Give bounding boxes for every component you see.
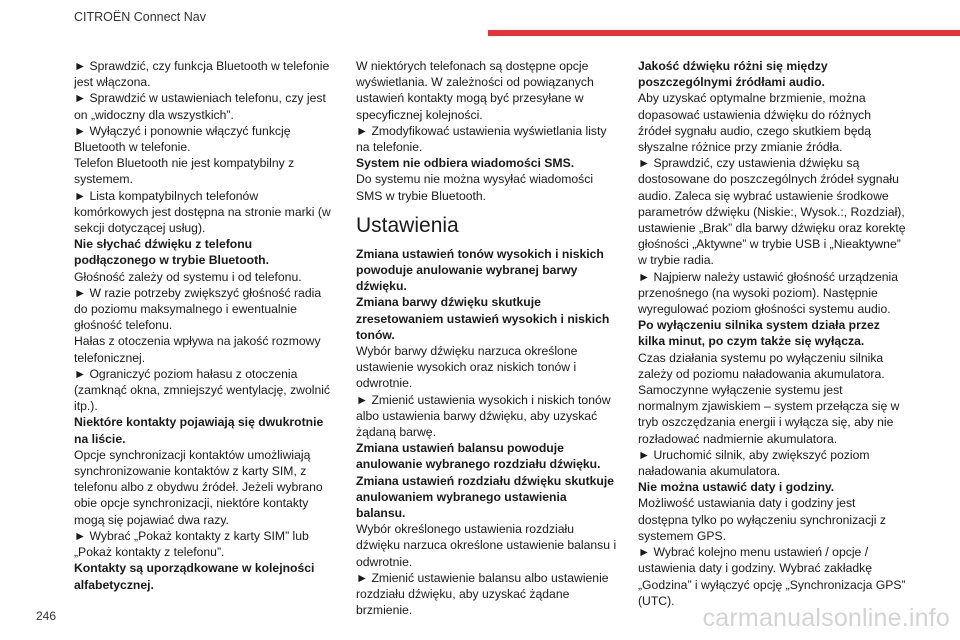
column-2 <box>356 58 618 619</box>
bold-heading-paragraph: Jakość dźwięku różni się między poszczególnymi źródłami audio. <box>638 59 828 90</box>
text-paragraph: ► Zmodyfikować ustawienia wyświetlania listy na telefonie. <box>356 123 607 155</box>
text-paragraph: Czas działania systemu po wyłączeniu silnika zależy od poziomu naładowania akumulatora. <box>638 350 885 381</box>
column-1 <box>74 58 336 593</box>
text-paragraph: Do systemu nie można wysyłać wiadomości SMS w trybie Bluetooth. <box>356 172 594 203</box>
text-paragraph: ► Sprawdzić, czy ustawienia dźwięku są dostosowane do poszczególnych źródeł sygnału audio. Zaleca się wybrać ustawienie środkowe parametrów dźwięku (Niskie:, Wysok.:, Rozdział), ustawienie „Brak” dla barwy dźwięku oraz korektę głośności „Aktywne” w trybie USB i „Nieaktywne” w trybie radia. <box>638 156 906 268</box>
bold-heading-paragraph: Nie można ustawić daty i godziny. <box>638 480 835 495</box>
text-paragraph: Możliwość ustawiania daty i godziny jest dostępna tylko po wyłączeniu synchronizacji z systemem GPS. <box>638 496 886 543</box>
text-paragraph: Samoczynne wyłączenie systemu jest normalnym zjawiskiem – system przełącza się w tryb oszczędzania energii i wyłącza się, aby nie rozładować nadmiernie akumulatora. <box>638 383 900 446</box>
text-paragraph: ► Zmienić ustawienia wysokich i niskich tonów albo ustawienia barwy dźwięku, aby uzyskać żądaną barwę. <box>356 392 611 440</box>
text-paragraph: ► Sprawdzić, czy funkcja Bluetooth w telefonie jest włączona. <box>74 59 330 90</box>
text-paragraph: Głośność zależy od systemu i od telefonu. <box>74 269 302 284</box>
text-paragraph: Wybór barwy dźwięku narzuca określone ustawienie wysokich oraz niskich tonów i odwrotnie. <box>356 344 578 391</box>
text-paragraph: ► W razie potrzeby zwiększyć głośność radia do poziomu maksymalnego i ewentualnie głośność telefonu. <box>74 285 322 333</box>
watermark: carmanualsonline.info <box>702 604 950 632</box>
column-2-bottom <box>356 246 618 619</box>
text-paragraph: ► Wybrać „Pokaż kontakty z karty SIM” lub „Pokaż kontakty z telefonu”. <box>74 528 309 560</box>
column-2-top <box>356 58 618 204</box>
text-paragraph: Opcje synchronizacji kontaktów umożliwiają synchronizowanie kontaktów z karty SIM, z telefonu albo z obydwu źródeł. Jeżeli wybrano obie opcje synchronizacji, niektóre kontakty mogą się pojawiać dwa razy. <box>74 447 323 527</box>
bold-heading-paragraph: Po wyłączeniu silnika system działa przez kilka minut, po czym także się wyłącza. <box>638 318 880 349</box>
text-paragraph: Telefon Bluetooth nie jest kompatybilny z systemem. <box>74 156 295 187</box>
text-paragraph: Wybór określonego ustawienia rozdziału dźwięku narzuca określone ustawienie balansu i odwrotnie. <box>356 522 617 569</box>
text-paragraph: ► Lista kompatybilnych telefonów komórkowych jest dostępna na stronie marki (w sekcji dotyczącej usług). <box>74 188 331 236</box>
bold-heading-paragraph: Kontakty są uporządkowane w kolejności alfabetycznej. <box>74 561 315 592</box>
page-number: 246 <box>36 609 57 623</box>
bold-heading-paragraph: Zmiana ustawień rozdziału dźwięku skutkuje anulowaniem wybranego ustawienia balansu. <box>356 473 615 521</box>
bold-heading-paragraph: System nie odbiera wiadomości SMS. <box>356 156 575 171</box>
text-paragraph: ► Najpierw należy ustawić głośność urządzenia przenośnego (na wysoki poziom). Następnie wyregulować poziom głośności systemu audio. <box>638 269 898 317</box>
text-paragraph: ► Zmienić ustawienie balansu albo ustawienie rozdziału dźwięku, aby uzyskać żądane brzmienie. <box>356 570 609 618</box>
section-heading: Ustawienia <box>356 213 459 237</box>
text-paragraph: ► Sprawdzić w ustawieniach telefonu, czy jest on „widoczny dla wszystkich”. <box>74 91 326 122</box>
text-paragraph: ► Wybrać kolejno menu ustawień / opcje / ustawienia daty i godziny. Wybrać zakładkę „Godzina” i wyłączyć opcję „Synchronizacja GPS” (UTC). <box>638 545 906 608</box>
bold-heading-paragraph: Zmiana ustawień balansu powoduje anulowanie wybranego rozdziału dźwięku. <box>356 441 601 472</box>
text-paragraph: ► Ograniczyć poziom hałasu z otoczenia (zamknąć okna, zmniejszyć wentylację, zwolnić itp.). <box>74 366 331 414</box>
bold-heading-paragraph: Nie słychać dźwięku z telefonu podłączonego w trybie Bluetooth. <box>74 237 269 268</box>
header-title: CITROËN Connect Nav <box>74 10 206 24</box>
text-paragraph: W niektórych telefonach są dostępne opcje wyświetlania. W zależności od powiązanych ustawień kontakty mogą być przesyłane w specyficznej kolejności. <box>356 59 594 122</box>
text-paragraph: Hałas z otoczenia wpływa na jakość rozmowy telefonicznej. <box>74 334 321 365</box>
bold-heading-paragraph: Zmiana barwy dźwięku skutkuje zresetowaniem ustawień wysokich i niskich tonów. <box>356 295 610 342</box>
column-3 <box>638 58 906 609</box>
bold-heading-paragraph: Zmiana ustawień tonów wysokich i niskich powoduje anulowanie wybranej barwy dźwięku. <box>356 246 604 294</box>
bold-heading-paragraph: Niektóre kontakty pojawiają się dwukrotnie na liście. <box>74 415 324 446</box>
text-paragraph: ► Uruchomić silnik, aby zwiększyć poziom naładowania akumulatora. <box>638 447 870 479</box>
text-paragraph: ► Wyłączyć i ponownie włączyć funkcję Bluetooth w telefonie. <box>74 123 291 155</box>
header-accent-bar <box>488 30 960 36</box>
text-paragraph: Aby uzyskać optymalne brzmienie, można dopasować ustawienia dźwięku do różnych źródeł sygnału audio, czego skutkiem będą słyszalne różnice przy zmianie źródła. <box>638 91 872 155</box>
